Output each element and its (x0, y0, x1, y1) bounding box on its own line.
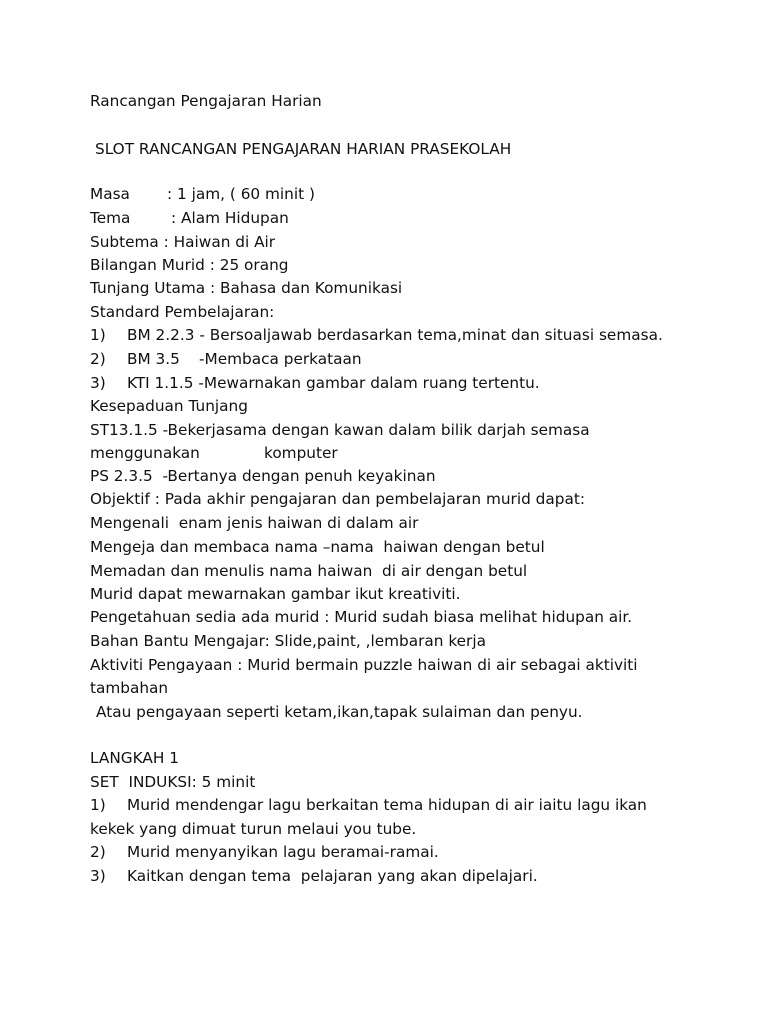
st-line: ST13.1.5 -Bekerjasama dengan kawan dalam bilik darjah semasa (90, 421, 590, 439)
tema-label: Tema (90, 209, 131, 227)
standard-item (90, 325, 663, 345)
step-text: Murid menyanyikan lagu beramai-ramai. (127, 843, 439, 861)
standard-item (90, 349, 362, 369)
objective-item: Mengeja dan membaca nama –nama haiwan dengan betul (90, 538, 545, 556)
item-number: 1) (90, 326, 106, 344)
subtema-line: Subtema : Haiwan di Air (90, 233, 276, 251)
tunjang-utama-line: Tunjang Utama : Bahasa dan Komunikasi (90, 279, 403, 297)
standard-heading: Standard Pembelajaran: (90, 303, 275, 321)
pengetahuan-line: Pengetahuan sedia ada murid : Murid sudah biasa melihat hidupan air. (90, 608, 633, 626)
st-word: komputer (264, 444, 338, 462)
standard-item (90, 373, 540, 393)
document-title: Rancangan Pengajaran Harian (90, 92, 322, 110)
set-induksi-line: SET INDUKSI: 5 minit (90, 773, 256, 791)
masa-value: : 1 jam, ( 60 minit ) (167, 185, 315, 203)
objective-item: Murid dapat mewarnakan gambar ikut kreativiti. (90, 585, 461, 603)
bilangan-murid-line: Bilangan Murid : 25 orang (90, 256, 289, 274)
objective-item: Memadan dan menulis nama haiwan di air dengan betul (90, 562, 528, 580)
step-item (90, 795, 647, 815)
step-number: 1) (90, 796, 106, 814)
langkah-heading: LANGKAH 1 (90, 749, 179, 767)
masa-label: Masa (90, 185, 130, 203)
item-number: 3) (90, 374, 106, 392)
item-number: 2) (90, 350, 106, 368)
step-text: Murid mendengar lagu berkaitan tema hidupan di air iaitu lagu ikan (127, 796, 647, 814)
tema-line (90, 208, 289, 228)
item-text: KTI 1.1.5 -Mewarnakan gambar dalam ruang tertentu. (127, 374, 540, 392)
atau-line: Atau pengayaan seperti ketam,ikan,tapak sulaiman dan penyu. (96, 703, 583, 721)
st-line-continued (90, 443, 338, 463)
step-item (90, 866, 538, 886)
aktiviti-line-continued: tambahan (90, 679, 169, 697)
tema-value: : Alam Hidupan (171, 209, 289, 227)
masa-line (90, 184, 315, 204)
kesepaduan-heading: Kesepaduan Tunjang (90, 397, 248, 415)
ps-line: PS 2.3.5 -Bertanya dengan penuh keyakinan (90, 467, 436, 485)
aktiviti-line: Aktiviti Pengayaan : Murid bermain puzzle haiwan di air sebagai aktiviti (90, 656, 638, 674)
objective-item: Mengenali enam jenis haiwan di dalam air (90, 514, 419, 532)
item-code: BM 3.5 (127, 350, 180, 368)
step-number: 3) (90, 867, 106, 885)
item-text: -Membaca perkataan (199, 350, 362, 368)
objektif-line: Objektif : Pada akhir pengajaran dan pembelajaran murid dapat: (90, 490, 585, 508)
item-text: BM 2.2.3 - Bersoaljawab berdasarkan tema,minat dan situasi semasa. (127, 326, 663, 344)
step-text: Kaitkan dengan tema pelajaran yang akan dipelajari. (127, 867, 538, 885)
step-continued: kekek yang dimuat turun melaui you tube. (90, 820, 417, 838)
slot-heading: SLOT RANCANGAN PENGAJARAN HARIAN PRASEKOLAH (95, 140, 512, 158)
step-number: 2) (90, 843, 106, 861)
st-word: menggunakan (90, 444, 200, 462)
step-item (90, 842, 439, 862)
bahan-line: Bahan Bantu Mengajar: Slide,paint, ,lembaran kerja (90, 632, 486, 650)
